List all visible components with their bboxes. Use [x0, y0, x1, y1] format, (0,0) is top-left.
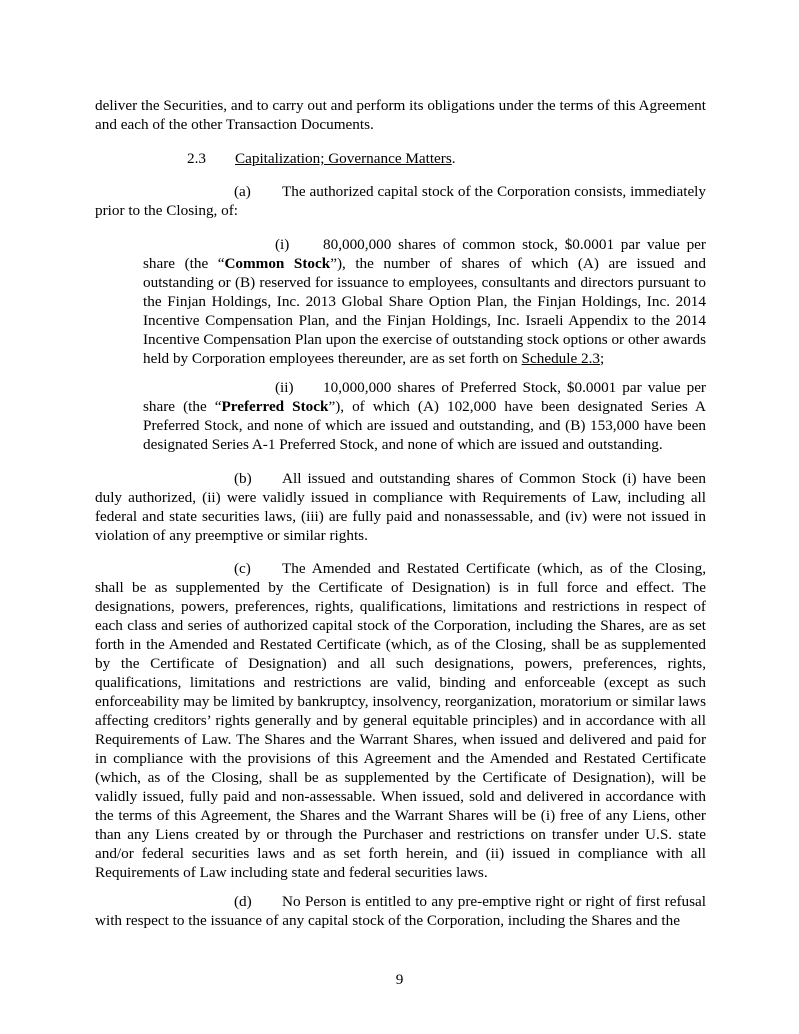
paragraph-i-text-2: ”), the number of shares of which (A) are issued and outstanding or (B) reserved for issuance to employees, consultants and directors pursuant to the Finjan Holdings, Inc. 2013 Global Share Option Plan, the Finjan Holdings, Inc. 2014 Incentive Compensation Plan, and the Finjan Holdings, Inc. Israeli Appendix to the 2014 Incentive Compensation Plan upon the exercise of outstanding stock options or other awards held by Corporation employees thereunder, are as set forth on	[143, 255, 706, 367]
paragraph-c-text: The Amended and Restated Certificate (which, as of the Closing, shall be as supplemented by the Certificate of Designation) is in full force and effect. The designations, powers, preferences, rights, qualifications, limitations and restrictions in respect of each class and series of authorized capital stock of the Corporation, including the Shares, are as set forth in the Amended and Restated Certificate (which, as of the Closing, shall be as supplemented by the Certificate of Designation) and all such designations, powers, preferences, rights, qualifications, limitations and restrictions are valid, binding and enforceable (except as such enforceability may be limited by bankruptcy, insolvency, reorganization, moratorium or similar laws affecting creditors’ rights generally and by general equitable principles) and in accordance with all Requirements of Law. The Shares and the Warrant Shares, when issued and delivered and paid for in compliance with the provisions of this Agreement and the Amended and Restated Certificate (which, as of the Closing, shall be as supplemented by the Certificate of Designation), will be validly issued, fully paid and non-assessable. When issued, sold and delivered in accordance with the terms of this Agreement, the Shares and the Warrant Shares will be (i) free of any Liens, other than any Liens created by or through the Purchaser and restrictions on transfer under U.S. state and/or federal securities laws and as set forth herein, and (ii) issued in compliance with all Requirements of Law including state and federal securities laws.	[95, 560, 706, 881]
paragraph-c	[95, 559, 706, 882]
paragraph-i	[143, 235, 706, 368]
paragraph-i-text-3: ;	[600, 350, 605, 367]
paragraph-ii-text-2: ”), of which (A) 102,000 have been designated Series A Preferred Stock, and none of which are issued and outstanding, and (B) 153,000 have been designated Series A-1 Preferred Stock, and none of which are issued and outstanding.	[143, 398, 707, 453]
paragraph-intro-text: deliver the Securities, and to carry out and perform its obligations under the terms of this Agreement and each of the other Transaction Documents.	[95, 97, 706, 133]
section-title-period: .	[451, 150, 456, 167]
paragraph-b-text: All issued and outstanding shares of Common Stock (i) have been duly authorized, (ii) were validly issued in compliance with Requirements of Law, including all federal and state securities laws, (iii) are fully paid and nonassessable, and (iv) were not issued in violation of any preemptive or similar rights.	[95, 470, 706, 544]
paragraph-b	[95, 469, 706, 545]
paragraph-a	[95, 182, 706, 220]
section-number: 2.3	[187, 150, 206, 167]
paragraph-i-text-1: 80,000,000 shares of common stock, $0.0001 par value per share (the “	[143, 236, 706, 272]
preferred-stock-term: Preferred Stock	[221, 398, 329, 415]
paragraph-ii	[143, 378, 706, 454]
paragraph-d	[95, 892, 706, 930]
section-title: Capitalization; Governance Matters	[235, 150, 452, 167]
paragraph-c-label: (c)	[234, 560, 251, 577]
paragraph-d-text: No Person is entitled to any pre-emptive right or right of first refusal with respect to the issuance of any capital stock of the Corporation, including the Shares and the	[95, 893, 706, 929]
paragraph-i-label: (i)	[275, 236, 290, 253]
common-stock-term: Common Stock	[224, 255, 331, 272]
section-heading	[235, 149, 456, 168]
paragraph-ii-label: (ii)	[275, 379, 294, 396]
schedule-2-3-reference: Schedule 2.3	[521, 350, 600, 367]
paragraph-a-label: (a)	[234, 183, 251, 200]
paragraph-a-text: The authorized capital stock of the Corporation consists, immediately prior to the Closing, of:	[95, 183, 706, 219]
paragraph-intro	[95, 96, 706, 134]
paragraph-ii-text-1: 10,000,000 shares of Preferred Stock, $0.0001 par value per share (the “	[143, 379, 706, 415]
paragraph-b-label: (b)	[234, 470, 252, 487]
paragraph-d-label: (d)	[234, 893, 252, 910]
page-number: 9	[395, 971, 404, 988]
